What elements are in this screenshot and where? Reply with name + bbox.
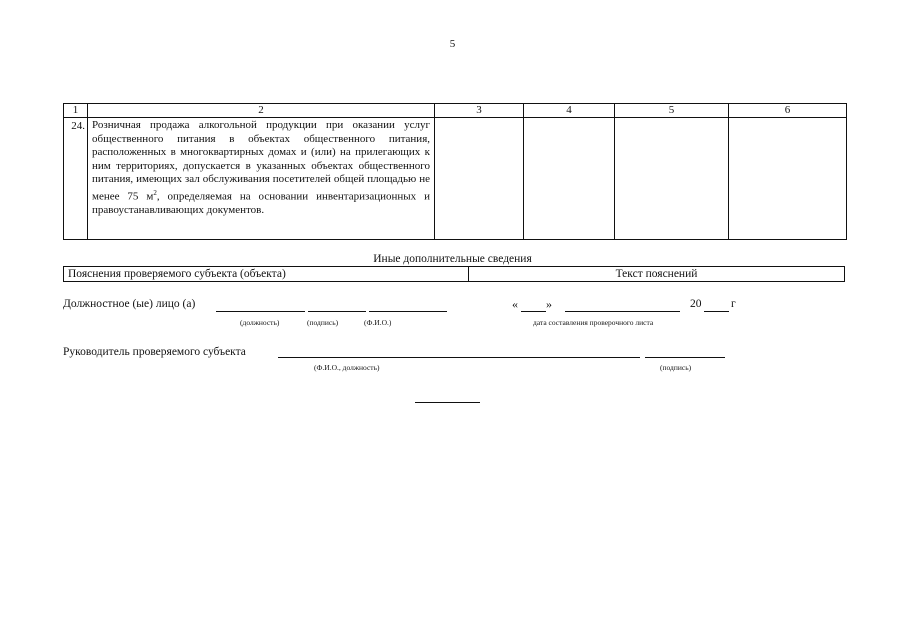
row-col-3[interactable] bbox=[435, 118, 524, 240]
head-fio-caption: (Ф.И.О., должность) bbox=[314, 363, 380, 372]
explanations-text-header: Текст пояснений bbox=[469, 267, 845, 282]
requirement-tail: , определяемая на основании инвентаризационных и правоустанавливающих документов. bbox=[92, 190, 430, 217]
official-signature-field[interactable] bbox=[308, 311, 366, 312]
official-signature-caption: (подпись) bbox=[307, 318, 339, 327]
date-year-field[interactable] bbox=[704, 311, 729, 312]
end-divider bbox=[415, 402, 480, 403]
row-col-4[interactable] bbox=[524, 118, 615, 240]
official-position-field[interactable] bbox=[216, 311, 305, 312]
head-signature-caption: (подпись) bbox=[660, 363, 692, 372]
official-fio-field[interactable] bbox=[369, 311, 447, 312]
row-col-6[interactable] bbox=[729, 118, 847, 240]
requirement-text bbox=[88, 118, 435, 240]
requirement-main: Розничная продажа алкогольной продукции при оказании услуг общественного питания в объектах общественного питания, расположенных в многоквартирных домах и (или) на прилегающих к ним территориях, допускается в указанных объектах общественного питания, имеющих зал обслуживания посетителей общей площадью не менее 75 м bbox=[92, 119, 430, 203]
head-label: Руководитель проверяемого субъекта bbox=[63, 346, 246, 358]
header-col-4: 4 bbox=[524, 104, 615, 118]
date-quote-close: » bbox=[546, 297, 552, 311]
table-header-row bbox=[64, 104, 847, 118]
header-col-6: 6 bbox=[729, 104, 847, 118]
header-col-3: 3 bbox=[435, 104, 524, 118]
date-month-field[interactable] bbox=[565, 311, 680, 312]
official-position-caption: (должность) bbox=[240, 318, 280, 327]
page-number: 5 bbox=[449, 38, 456, 50]
head-signature-field[interactable] bbox=[645, 357, 725, 358]
head-fio-field[interactable] bbox=[278, 357, 640, 358]
row-col-5[interactable] bbox=[615, 118, 729, 240]
row-number: 24. bbox=[64, 118, 88, 240]
explanations-subject-header: Пояснения проверяемого субъекта (объекта) bbox=[64, 267, 469, 282]
requirement-sup: 2 bbox=[153, 188, 157, 197]
explanations-row bbox=[64, 267, 845, 282]
header-col-5: 5 bbox=[615, 104, 729, 118]
header-col-2: 2 bbox=[88, 104, 435, 118]
additional-info-title: Иные дополнительные сведения bbox=[373, 253, 532, 265]
date-caption: дата составления проверочного листа bbox=[533, 318, 654, 327]
explanations-table bbox=[63, 266, 845, 282]
date-quote-open: « bbox=[512, 297, 518, 311]
official-label: Должностное (ые) лицо (а) bbox=[63, 298, 196, 310]
table-row bbox=[64, 118, 847, 240]
date-year-suffix: г bbox=[731, 298, 736, 310]
checklist-table bbox=[63, 103, 847, 240]
date-year-prefix: 20 bbox=[690, 298, 702, 310]
official-fio-caption: (Ф.И.О.) bbox=[364, 318, 392, 327]
date-day-field[interactable] bbox=[521, 311, 546, 312]
header-col-1: 1 bbox=[64, 104, 88, 118]
